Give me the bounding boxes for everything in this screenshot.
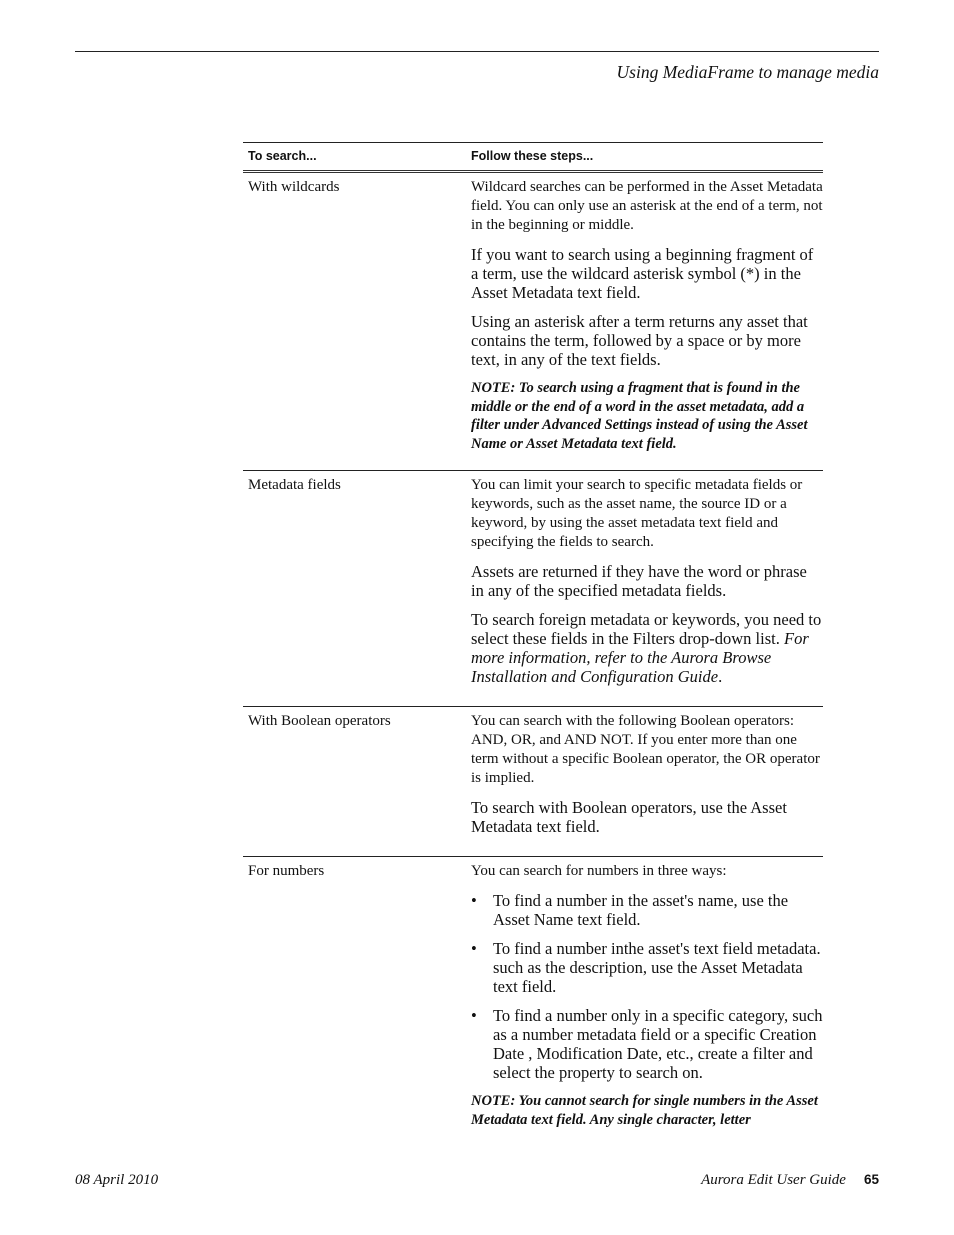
bullet-icon: • [471, 890, 477, 910]
bullet-text: To find a number inthe asset's text field metadata. such as the description, use the Asset Metadata text field. [493, 938, 821, 996]
table-row [243, 471, 823, 707]
table-header [243, 142, 823, 173]
table-row [243, 173, 823, 471]
footer-right [701, 1172, 879, 1189]
row-steps [471, 471, 823, 706]
paragraph [471, 610, 823, 686]
bullet-text: To find a number in the asset's name, use the Asset Name text field. [493, 890, 789, 929]
row-steps [471, 173, 823, 470]
row-label: With Boolean operators [248, 712, 391, 729]
reference-text: For more information, refer to the Aurora Browse Installation and Configuration Guide [471, 628, 809, 686]
bullet-item [471, 1006, 823, 1082]
bullet-text: To find a number only in a specific category, such as a number metadata field or a specific Creation Date , Modification Date, etc., create a filter and select the property to search on. [493, 1005, 823, 1082]
bullet-item [471, 939, 823, 996]
running-head: Using MediaFrame to manage media [616, 62, 879, 82]
paragraph: Wildcard searches can be performed in the Asset Metadata field. You can only use an asterisk at the end of a term, not in the beginning or middle. [471, 179, 823, 233]
col-header-steps: Follow these steps... [471, 149, 594, 163]
table-row [243, 857, 823, 1145]
bullet-icon: • [471, 938, 477, 958]
col-header-to-search: To search... [248, 149, 317, 163]
search-table [243, 142, 823, 1145]
row-label: For numbers [248, 862, 325, 879]
row-steps [471, 857, 823, 1145]
page-number: 65 [863, 1172, 879, 1187]
paragraph: You can limit your search to specific metadata fields or keywords, such as the asset name, the source ID or a keyword, by using the asset metadata text field and specifying the fields to search. [471, 476, 803, 550]
row-label: With wildcards [248, 179, 340, 195]
row-label: Metadata fields [248, 476, 341, 493]
paragraph: Assets are returned if they have the word or phrase in any of the specified metadata fields. [471, 561, 807, 600]
footer-date: 08 April 2010 [75, 1172, 159, 1188]
paragraph: To search with Boolean operators, use the Asset Metadata text field. [471, 797, 787, 836]
paragraph-end: . [718, 666, 723, 686]
paragraph-text: To search foreign metadata or keywords, you need to select these fields in the Filters drop-down list. [471, 609, 822, 648]
table-row [243, 707, 823, 857]
row-steps [471, 707, 823, 856]
note: NOTE: You cannot search for single numbers in the Asset Metadata text field. Any single character, letter [471, 1092, 818, 1128]
bullet-icon: • [471, 1005, 477, 1025]
bullet-item [471, 891, 823, 929]
footer-guide-title: Aurora Edit User Guide [701, 1172, 846, 1188]
paragraph: You can search with the following Boolean operators: AND, OR, and AND NOT. If you enter more than one term without a specific Boolean operator, the OR operator is implied. [471, 712, 820, 786]
header-rule [75, 51, 879, 52]
paragraph: If you want to search using a beginning fragment of a term, use the wildcard asterisk symbol (*) in the Asset Metadata text field. [471, 245, 814, 302]
paragraph: Using an asterisk after a term returns any asset that contains the term, followed by a space or by more text, in any of the text fields. [471, 312, 808, 369]
paragraph: You can search for numbers in three ways: [471, 862, 727, 879]
note: NOTE: To search using a fragment that is found in the middle or the end of a word in the asset metadata, add a filter under Advanced Settings instead of using the Asset Name or Asset Metadata text field. [471, 380, 808, 453]
